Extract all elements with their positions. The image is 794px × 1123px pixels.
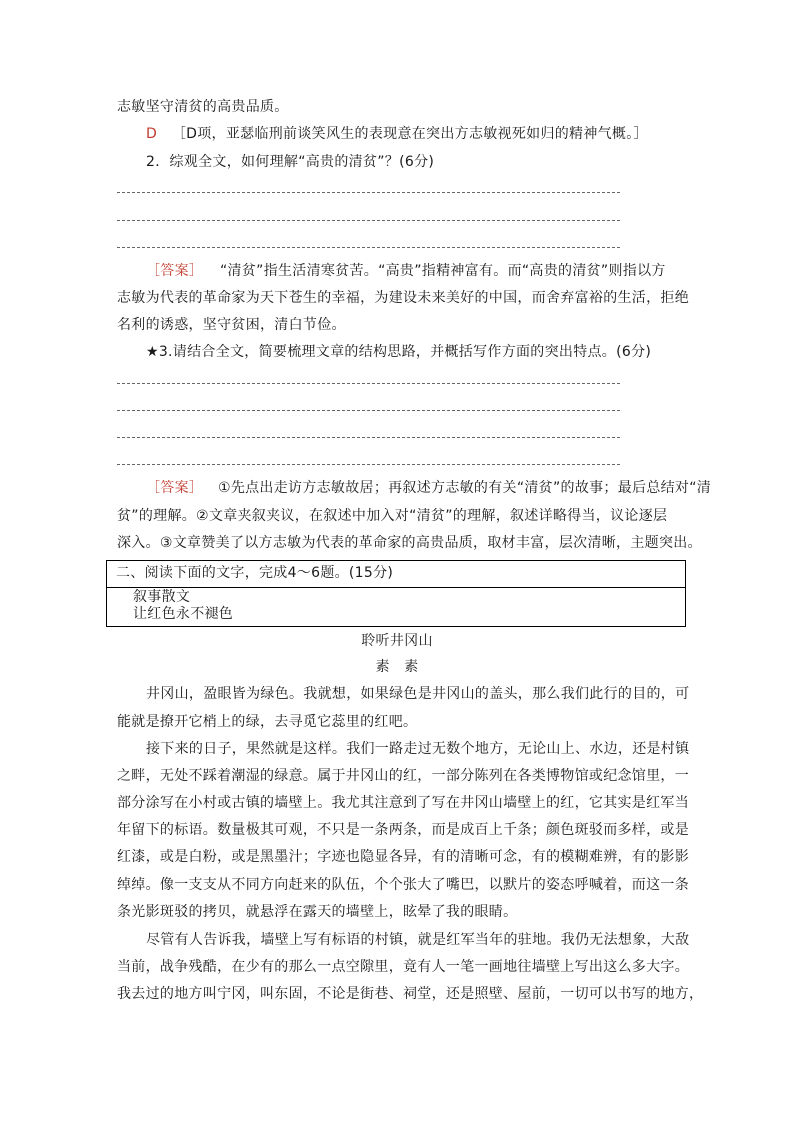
genre-label: 叙事散文: [133, 589, 191, 605]
paragraph-line: 绰绰。像一支支从不同方向赶来的队伍，个个张大了嘴巴，以默片的姿态呼喊着，而这一条: [117, 877, 689, 893]
paragraph-line: 当前，战争残酷，在少有的那么一点空隙里，竟有人一笔一画地往墙壁上写出这么多大字。: [117, 959, 689, 975]
question-3-answer-line: [146, 479, 711, 497]
answer-text: 贫”的理解。②文章夹叙夹议，在叙述中加入对“清贫”的理解，叙述详略得当，议论逐层: [117, 508, 668, 524]
paragraph-line: 能就是撩开它梢上的绿，去寻觅它蕊里的红吧。: [117, 714, 418, 730]
answer-blank-line: [117, 247, 620, 248]
article-author: 素 素: [375, 659, 419, 675]
paragraph-line: 接下来的日子，果然就是这样。我们一路走过无数个地方，无论山上、水边，还是村镇: [146, 741, 690, 757]
article-title: 聆听井冈山: [361, 633, 433, 649]
answer-tag: ［答案］: [146, 263, 204, 279]
paragraph-line: 尽管有人告诉我，墙壁上写有标语的村镇，就是红军当年的驻地。我仍无法想象，大敌: [146, 932, 690, 948]
question-2-answer-line: [146, 262, 666, 280]
answer-tag: ［答案］: [146, 480, 204, 496]
paragraph-line: 部分涂写在小村或古镇的墙壁上。我尤其注意到了写在井冈山墙壁上的红，它其实是红军当: [117, 795, 689, 811]
answer-text: 志敏为代表的革命家为天下苍生的幸福，为建设未来美好的中国，而舍弃富裕的生活，拒绝: [117, 290, 689, 306]
paragraph-line: 红漆，或是白粉，或是黑墨汁；字迹也隐显各异，有的清晰可念，有的模糊难辨，有的影影: [117, 849, 689, 865]
answer-key: D: [146, 126, 158, 142]
paragraph-line: 我去过的地方叫宁冈，叫东固，不论是街巷、祠堂，还是照壁、屋前，一切可以书写的地方，: [117, 986, 704, 1002]
answer-text: 深入。③文章赞美了以方志敏为代表的革命家的高贵品质，取材丰富，层次清晰，主题突出。: [117, 535, 702, 551]
answer-text: 名利的诱惑，坚守贫困，清白节俭。: [117, 317, 346, 333]
answer-blank-line: [117, 464, 620, 465]
answer-blank-line: [117, 192, 620, 193]
section-2-heading: 二、阅读下面的文字，完成4～6题。(15分): [116, 565, 394, 581]
answer-blank-line: [117, 437, 620, 438]
answer-blank-line: [117, 383, 620, 384]
theme-label: 让红色永不褪色: [133, 606, 234, 622]
answer-text: ①先点出走访方志敏故居；再叙述方志敏的有关“清贫”的故事；最后总结对“清: [217, 480, 712, 496]
answer-blank-line: [117, 220, 620, 221]
paragraph-line: 条光影斑驳的拷贝，就悬浮在露天的墙壁上，眩晕了我的眼睛。: [117, 904, 518, 920]
paragraph-line: 井冈山，盈眼皆为绿色。我就想，如果绿色是井冈山的盖头，那么我们此行的目的，可: [146, 686, 690, 702]
text-line: 志敏坚守清贫的高贵品质。: [117, 99, 289, 115]
question-1-answer-note: [146, 125, 648, 143]
answer-text: “清贫”指生活清寒贫苦。“高贵”指精神富有。而“高贵的清贫”则指以方: [219, 263, 666, 279]
answer-explanation: ［D项，亚瑟临刑前谈笑风生的表现意在突出方志敏视死如归的精神气概。］: [171, 126, 648, 142]
question-2: 2．综观全文，如何理解“高贵的清贫”？(6分): [146, 154, 435, 170]
paragraph-line: 之畔，无处不踩着潮湿的绿意。属于井冈山的红，一部分陈列在各类博物馆或纪念馆里，一: [117, 768, 689, 784]
paragraph-line: 年留下的标语。数量极其可观，不只是一条两条，而是成百上千条；颜色斑驳而多样，或是: [117, 822, 689, 838]
question-3: ★3.请结合全文，简要梳理文章的结构思路，并概括写作方面的突出特点。(6分): [146, 344, 652, 360]
answer-blank-line: [117, 410, 620, 411]
